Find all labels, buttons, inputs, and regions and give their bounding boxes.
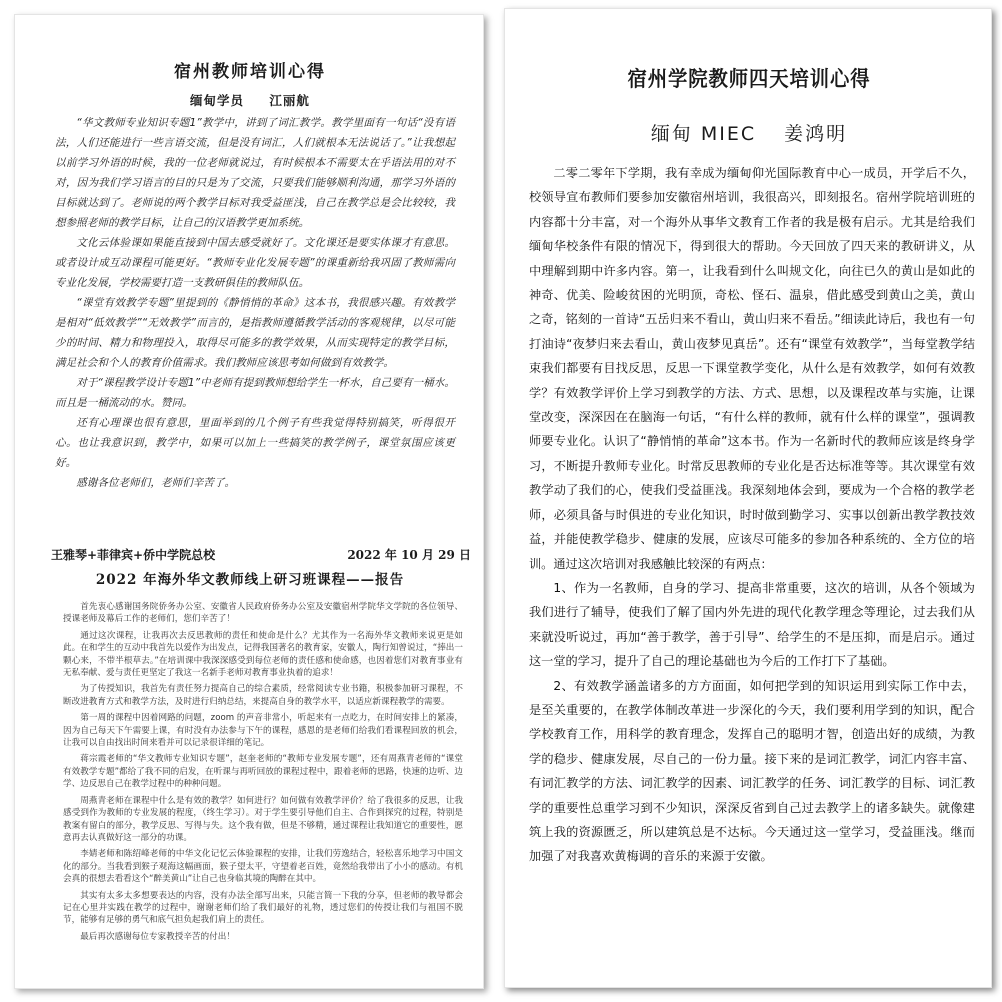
article1-paragraph: “华文教师专业知识专题1”教学中，讲到了词汇教学。教学里面有一句话“没有语法，人们还能进行一些言语交流，但是没有词汇，人们就根本无法说话了。”让我想起以前学习外语的时候，我的一位老师就说过，有时候根本不需要太在乎语法用的对不对，因为我们学习语言的目的只是为了交流，只要我们能够顺利沟通，那学习外语的目标就达到了。老师说的两个教学目标对我受益匪浅，自己在教学总是会比较较，我想参照老师的教学目标，让自己的汉语教学更加系统。 [55, 117, 455, 229]
article2-paragraph: 蒋宗霞老师的“华文教师专业知识专题”，赵奎老师的“教师专业发展专题”，还有周燕青老师的“课堂有效教学专题”都给了我不同的启发，在听课与再听回放的课程过程中，跟着老师的思路，快速的边听、边学、边反思自己在教学过程中的种种问题。 [63, 754, 463, 790]
article2-paragraph: 李婧老师和陈绍峰老师的中华文化记忆云体验课程的安排，让我们劳逸结合，轻松喜乐地学习中国文化的部分。当我看到猴子观海这幅画面，猴子望太平，守望着老百姓，竟然给我带出了小小的感动。有机会真的很想去看看这个“醉美黄山”让自己也身临其境的陶醉在其中。 [63, 849, 463, 885]
article2-paragraph: 最后再次感谢每位专家教授辛苦的付出！ [80, 931, 235, 942]
article3-paragraph: 1、作为一名教师，自身的学习、提高非常重要，这次的培训，从各个领域为我们进行了辅导，使我们了解了国内外先进的现代化教学理念等理论，过去我们从来就没听说过，再加“善于教学，善于引导”、给学生的不是压抑，而是启示。通过这一堂的学习，提升了自己的理论基础也为今后的工作打下了基础。 [529, 580, 975, 669]
article3-author-org: 缅甸 MIEC [650, 123, 757, 145]
article2-body [63, 601, 463, 947]
article1-author-line [15, 91, 484, 109]
article2-paragraph: 周燕青老师在课程中什么是有效的教学？如何进行？如何做有效教学评价？给了我很多的反思，让我感受到作为教师的专业发展的程度，（终生学习）。对于学生要引导他们自主、合作到探究的过程，特别是教案有留白的部分，教学反思、写得与失。这个我有做，但是不够精，通过课程让我知道它的重要性，愿意再去认真做好这一部分的功课。 [63, 795, 463, 843]
article2-paragraph: 为了传授知识，我首先有责任努力提高自己的综合素质，经常阅读专业书籍，积极参加研习课程，不断改进教育方式和教学方法，及时进行归纳总结，来提高自身的教学水平，以适应新课程教学的需要。 [63, 684, 463, 707]
right-document-page [504, 8, 992, 988]
article1-author-role: 缅甸学员 [190, 93, 245, 108]
article2-authors: 王雅琴+菲律宾+侨中学院总校 [51, 548, 216, 562]
article1-paragraph: 还有心理课也很有意思，里面举到的几个例子有些我觉得特别搞笑，听得很开心。也让我意识到，教学中，如果可以加上一些搞笑的教学例子，课堂氛围应该更好。 [55, 417, 455, 469]
left-document-page [14, 14, 484, 989]
article3-author-name: 姜鸿明 [784, 123, 848, 145]
article2-date: 2022 年 10 月 29 日 [347, 548, 471, 562]
article2-paragraph: 其实有太多太多想要表达的内容，没有办法全部写出来，只能言简一下我的分享，但老师的教导都会记在心里并实践在教学的过程中，谢谢老师们给了我们最好的礼物，透过您们的传授让我们与祖国不脱节，能够有足够的勇气和底气担负起我们肩上的责任。 [63, 890, 463, 926]
article2-paragraph: 第一周的课程中因着网路的问题，zoom 的声音非常小，听起来有一点吃力，在时间安排上的紧凑，因为自己每天下午需要上课，有时没有办法参与下午的课程，感恩的是老师们给我们看课程回放的机会，让我可以自由找出时间来看并可以记录很详细的笔记。 [63, 713, 463, 749]
article3-paragraph: 二零二零年下学期，我有幸成为缅甸仰光国际教育中心一成员，开学后不久，校领导宣布教师们要参加安徽宿州培训，我很高兴，即刻报名。宿州学院培训班的内容都十分丰富，对一个海外从事华文教育工作者的我是极有启示。尤其是给我们缅甸华校条件有限的情况下，得到很大的帮助。今天回放了四天来的教研讲义，从中理解到期中许多内容。第一，让我看到什么叫规文化，向往已久的黄山是如此的神奇、优美、险峻贫困的光明顶，奇松、怪石、温泉，借此感受到黄山之美，黄山之奇，铭刻的一首诗“五岳归来不看山，黄山归来不看岳。”细读此诗后，我也有一句打油诗“夜梦归来去看山，黄山夜梦见真岳”。还有“课堂有效教学”，当每堂教学结束我们都要有目找反思，反思一下课堂教学变化，从什么是有效教学，如何有效教学？有效教学评价上学习到教学的方法、方式、思想，以及课程改革与实施，让课堂改变，深深因在在脑海一句话，“有什么样的教师，就有什么样的课堂”，强调教师要专业化。认识了“静悄悄的革命”这本书。作为一名新时代的教师应该是终身学习，不断提升教师专业化。时常反思教师的专业化是否达标准等等。其次课堂有效教学动了我们的心，使我们受益匪浅。我深刻地体会到，要成为一个合格的教学老师，必须具备与时俱进的专业化知识，时时做到勤学习、实事以创新出教学教技效益，并能使教学稳步、健康的发展，应该尽可能多的参加各种系统的、全方位的培训。通过这次培训对我感触比较深的有两点： [529, 166, 975, 571]
article1-paragraph: “课堂有效教学专题”里提到的《静悄悄的革命》这本书，我很感兴趣。有效教学是相对“低效教学”“无效教学”而言的，是指教师遵循教学活动的客观规律，以尽可能少的时间、精力和物理投入，取得尽可能多的教学效果，从而实现特定的教学目标，满足社会和个人的教育价值需求。我们教师应该思考如何做到有效教学。 [55, 297, 455, 369]
article2-title: 2022 年海外华文教师线上研习班课程——报告 [95, 572, 405, 588]
article3-title: 宿州学院教师四天培训心得 [627, 67, 871, 91]
article1-author-name: 江丽航 [269, 93, 310, 108]
article1-paragraph: 感谢各位老师们，老师们辛苦了。 [76, 477, 236, 489]
article3-body [529, 161, 975, 869]
article1-paragraph: 文化云体验课如果能直接到中国去感受就好了。文化课还是要实体课才有意思。或者设计成互动课程可能更好。“教师专业化发展专题”的课重新给我巩固了教师需向专业化发展，学校需要打造一支教研俱佳的教师队伍。 [55, 237, 455, 289]
article3-paragraph: 2、有效教学涵盖诸多的方方面面，如何把学到的知识运用到实际工作中去，是至关重要的，在教学体制改革进一步深化的今天，我们要利用学到的知识，配合学校教育工作，用科学的教育理念，发挥自己的聪明才智，创造出好的成绩，为教学的稳步、健康发展，尽自己的一份力量。接下来的是词汇教学，词汇内容丰富、有词汇教学的方法、词汇教学的因素、词汇教学的任务、词汇教学的目标、词汇教学的重要性总重学习到不少知识，深深反省到自己过去教学上的诸多缺失。就像建筑上我的资源匮乏，所以建筑总是不达标。今天通过这一堂学习，受益匪浅。继而加强了对我喜欢黄梅调的音乐的来源于安徽。 [529, 678, 975, 864]
article2-paragraph: 通过这次课程，让我再次去反思教师的责任和使命是什么？尤其作为一名海外华文教师来说更是如此。在和学生的互动中我首先以爱作为出发点，记得我国著名的教育家，安徽人，陶行知曾说过，“捧出一颗心来，不带半根草去。”在培训课中我深深感受到每位老师的责任感和使命感，也因着您们对教育事业有无私奉献、爱与责任更坚定了我这一名新手老师对教育事业执着的追求！ [63, 630, 463, 679]
article1-title: 宿州教师培训心得 [174, 62, 326, 82]
article1-body [55, 113, 455, 493]
article2-header [51, 546, 471, 563]
article1-paragraph: 对于“课程教学设计专题1”中老师有提到教师想给学生一杯水，自己要有一桶水。而且是一桶流动的水。赞同。 [55, 377, 455, 409]
article3-author-line [505, 119, 992, 146]
article2-paragraph: 首先衷心感谢国务院侨务办公室、安徽省人民政府侨务办公室及安徽宿州学院华文学院的各位领导、授课老师及幕后工作的老师们，您们辛苦了！ [63, 602, 463, 625]
